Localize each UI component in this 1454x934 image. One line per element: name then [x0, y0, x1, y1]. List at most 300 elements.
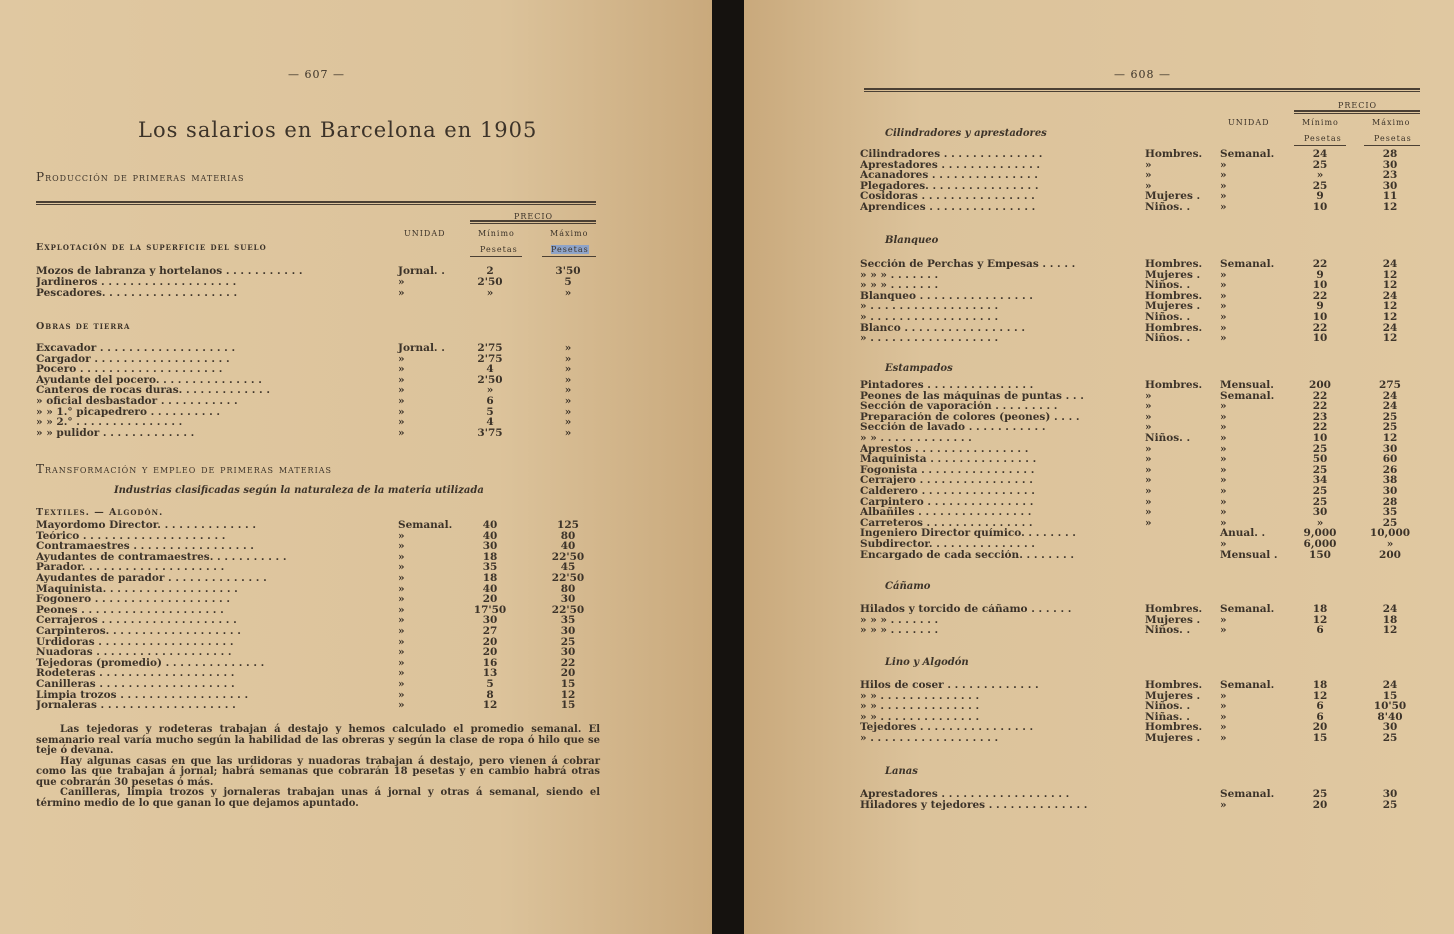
row-min: 10: [1312, 201, 1328, 213]
row-min: 5: [486, 678, 494, 690]
row-label: » . . . . . . . . . . . . . . . . . .: [860, 301, 999, 313]
row-sex: Mujeres .: [1145, 732, 1201, 744]
row-max: 125: [557, 519, 579, 531]
row-max: »: [564, 405, 572, 418]
row-min: 23: [1312, 410, 1328, 423]
row-sex: Niños. .: [1145, 311, 1191, 323]
row-label: Canteros de rocas duras. . . . . . . . . . . . .: [36, 385, 271, 397]
row-label: Mayordomo Director. . . . . . . . . . . . . .: [36, 520, 256, 531]
row-unit: Semanal.: [1220, 389, 1275, 402]
table-row: [36, 266, 596, 277]
table-row: [860, 444, 1420, 455]
row-unit: »: [398, 603, 405, 616]
row-label: Ingeniero Director químico. . . . . . . .: [860, 528, 1076, 540]
row-max: 25: [1382, 410, 1398, 423]
row-label: Peones . . . . . . . . . . . . . . . . . . . .: [36, 604, 224, 616]
row-unit: »: [1220, 624, 1227, 637]
row-label: Blanqueo . . . . . . . . . . . . . . . .: [860, 290, 1033, 302]
row-max: 24: [1382, 289, 1398, 302]
row-unit: »: [1220, 710, 1227, 723]
table-row: [860, 433, 1420, 444]
row-min: »: [486, 384, 494, 397]
row-unit: »: [1220, 732, 1227, 744]
row-unit: »: [1220, 332, 1227, 345]
group-title: Lino y Algodón: [885, 657, 969, 668]
row-sex: »: [1145, 158, 1152, 171]
row-min: 18: [1312, 679, 1328, 691]
row-min: 3'75: [477, 426, 503, 439]
note-2: Hay algunas casas en que las urdidoras y nuadoras trabajan á destajo, pero vienen á cobrar como las que trabajan á jornal; habrá semanas que cobrarán 18 pesetas y en cambio habrá otras que cobrarán 30 pesetas ó más.: [36, 755, 600, 788]
row-label: » » » . . . . . . .: [860, 280, 939, 292]
row-sex: Mujeres .: [1145, 268, 1201, 281]
row-min: 25: [1312, 788, 1328, 800]
row-sex: Hombres.: [1145, 321, 1203, 334]
row-max: 12: [1382, 300, 1398, 313]
row-max: 38: [1382, 474, 1398, 487]
row-min: 22: [1312, 389, 1328, 402]
table-row: [860, 550, 1420, 561]
row-unit: »: [1220, 179, 1227, 192]
row-max: 35: [1382, 506, 1398, 519]
row-sex: »: [1145, 169, 1152, 182]
table-row: [860, 291, 1420, 302]
row-label: » oficial desbastador . . . . . . . . . . .: [36, 396, 238, 407]
row-label: Cilindradores . . . . . . . . . . . . . .: [860, 149, 1043, 160]
row-sex: Niños. .: [1145, 332, 1191, 345]
table-row: [860, 259, 1420, 270]
row-sex: Mujeres .: [1145, 190, 1201, 203]
row-unit: Jornal. .: [398, 265, 445, 277]
row-unit: »: [398, 416, 405, 429]
row-label: Albañiles . . . . . . . . . . . . . . . .: [860, 507, 1032, 519]
row-max: 200: [1379, 548, 1401, 561]
row-label: Calderero . . . . . . . . . . . . . . . .: [860, 486, 1035, 497]
row-label: Jornaleras . . . . . . . . . . . . . . . . . . .: [36, 700, 236, 712]
row-label: Aprestadores . . . . . . . . . . . . . . . . . .: [860, 789, 1070, 800]
row-label: » . . . . . . . . . . . . . . . . . .: [860, 312, 999, 323]
row-min: 6: [486, 395, 494, 407]
left-page: [0, 0, 712, 934]
row-sex: Niños. .: [1145, 700, 1191, 713]
rule: [864, 88, 1420, 92]
row-unit: »: [398, 529, 405, 542]
table-row: [36, 343, 596, 354]
row-unit: Semanal.: [1220, 603, 1275, 615]
row-sex: Hombres.: [1145, 679, 1203, 691]
row-unit: Mensual.: [1220, 379, 1274, 391]
table-row: [36, 584, 596, 595]
row-min: 30: [482, 614, 498, 627]
row-label: Cerrajero . . . . . . . . . . . . . . . .: [860, 475, 1033, 487]
rule: [1294, 110, 1420, 114]
row-max: 10'50: [1373, 700, 1407, 713]
table-row: [860, 380, 1420, 391]
row-max: 25: [1382, 732, 1398, 744]
table-row: [860, 160, 1420, 171]
row-max: 18: [1382, 613, 1398, 626]
table-row: [860, 518, 1420, 529]
row-label: Aprestadores . . . . . . . . . . . . . .: [860, 159, 1041, 171]
row-unit: »: [398, 582, 405, 595]
table-row: [36, 626, 596, 637]
row-max: 11: [1382, 190, 1398, 203]
row-unit: »: [1220, 474, 1227, 487]
row-min: 10: [1312, 332, 1328, 345]
row-label: Hilados y torcido de cáñamo . . . . . .: [860, 604, 1072, 615]
row-unit: »: [1220, 279, 1227, 292]
row-sex: Niños. .: [1145, 279, 1191, 292]
row-max: 25: [1382, 421, 1398, 434]
table-row: [860, 475, 1420, 486]
rule: [1294, 145, 1346, 146]
row-min: 9,000: [1303, 527, 1337, 540]
row-sex: »: [1145, 410, 1152, 423]
row-max: 30: [560, 625, 576, 637]
row-min: 35: [482, 561, 498, 574]
row-label: » » . . . . . . . . . . . . . .: [860, 711, 980, 723]
right-page: [744, 0, 1454, 934]
unidad-label: UNIDAD: [1228, 118, 1270, 127]
row-max: 30: [560, 593, 576, 606]
row-max: 24: [1382, 389, 1398, 402]
row-min: 5: [486, 405, 494, 418]
row-max: 30: [1382, 485, 1398, 497]
table-row: [36, 428, 596, 439]
minimo-label: Mínimo: [478, 229, 515, 238]
table-row: [860, 323, 1420, 334]
row-label: Sección de Perchas y Empesas . . . . .: [860, 259, 1076, 270]
row-min: 50: [1312, 453, 1328, 466]
table-row: [36, 679, 596, 690]
row-max: 22'50: [551, 550, 585, 563]
row-min: 34: [1312, 474, 1328, 487]
row-max: »: [1386, 538, 1394, 550]
row-sex: »: [1145, 442, 1152, 455]
group-title: Blanqueo: [885, 235, 939, 246]
row-min: 12: [482, 699, 498, 712]
row-min: 2'75: [477, 342, 503, 354]
row-max: 30: [1382, 721, 1398, 734]
row-label: Subdirector. . . . . . . . . . . . . . .: [860, 539, 1035, 550]
pesetas-label: Pesetas: [1304, 134, 1342, 143]
row-min: 18: [482, 572, 498, 584]
row-max: 12: [1382, 201, 1398, 213]
table-row: [36, 668, 596, 679]
table-row: [36, 407, 596, 418]
row-max: 35: [560, 614, 576, 627]
row-unit: »: [398, 276, 405, 288]
page-number: — 608 —: [1114, 68, 1171, 81]
table-row: [36, 647, 596, 658]
group-title: Lanas: [885, 766, 918, 777]
row-min: 10: [1312, 311, 1328, 323]
row-min: 20: [1312, 721, 1328, 734]
row-unit: »: [398, 395, 405, 407]
row-max: 30: [1382, 788, 1398, 800]
row-label: Excavador . . . . . . . . . . . . . . . . . . .: [36, 343, 236, 354]
row-unit: »: [1220, 300, 1227, 313]
row-max: »: [564, 352, 572, 365]
group-title: Cáñamo: [885, 581, 931, 592]
row-unit: »: [1220, 538, 1227, 550]
row-min: 9: [1316, 190, 1324, 203]
row-label: Plegadores. . . . . . . . . . . . . . . .: [860, 180, 1039, 192]
precio-label: PRECIO: [1338, 101, 1378, 110]
row-sex: Niñas. .: [1145, 710, 1190, 723]
table-row: [36, 364, 596, 375]
pesetas-label: Pesetas: [551, 245, 589, 254]
row-min: 13: [482, 667, 498, 680]
table-row: [860, 722, 1420, 733]
table-row: [36, 605, 596, 616]
row-min: 25: [1312, 179, 1328, 192]
row-max: 24: [1382, 679, 1398, 691]
row-label: » » . . . . . . . . . . . . . .: [860, 690, 980, 702]
table-row: [36, 690, 596, 701]
row-min: 12: [1312, 689, 1328, 702]
group-title: Cilindradores y aprestadores: [885, 128, 1047, 139]
row-label: » » » . . . . . . .: [860, 614, 939, 626]
row-max: 30: [1382, 179, 1398, 192]
row-label: » . . . . . . . . . . . . . . . . . .: [860, 333, 999, 345]
row-unit: Semanal.: [1220, 788, 1275, 800]
row-min: 40: [482, 519, 498, 531]
row-unit: »: [1220, 158, 1227, 171]
row-label: Ayudantes de contramaestres. . . . . . . . . . .: [36, 551, 287, 563]
row-unit: »: [398, 699, 405, 712]
heading-transformacion: Transformación y empleo de primeras materias: [36, 462, 332, 476]
row-sex: »: [1145, 516, 1152, 529]
row-min: 40: [482, 582, 498, 595]
row-label: Nuadoras . . . . . . . . . . . . . . . . . . .: [36, 647, 232, 659]
row-label: Peones de las máquinas de puntas . . .: [860, 390, 1084, 402]
row-label: Carpintero . . . . . . . . . . . . . . .: [860, 496, 1034, 508]
row-label: Aprestos . . . . . . . . . . . . . . . .: [860, 443, 1029, 455]
row-unit: Jornal. .: [398, 342, 445, 354]
row-unit: »: [1220, 463, 1227, 476]
row-min: 6: [1316, 710, 1324, 723]
row-unit: »: [1220, 495, 1227, 508]
row-unit: »: [398, 352, 405, 365]
row-min: 10: [1312, 279, 1328, 292]
table-row: [860, 270, 1420, 281]
pesetas-label: Pesetas: [1374, 134, 1412, 143]
row-unit: Semanal.: [1220, 258, 1275, 270]
rule: [470, 220, 596, 224]
row-min: 2'50: [477, 276, 503, 288]
row-max: 40: [560, 540, 576, 553]
row-max: 275: [1379, 379, 1401, 391]
row-unit: »: [398, 540, 405, 553]
row-max: 12: [1382, 268, 1398, 281]
table-row: [860, 486, 1420, 497]
row-max: 23: [1382, 169, 1398, 182]
row-min: 20: [1312, 798, 1328, 811]
row-min: 22: [1312, 321, 1328, 334]
row-max: 30: [1382, 442, 1398, 455]
row-min: 30: [482, 540, 498, 553]
row-label: » . . . . . . . . . . . . . . . . . .: [860, 733, 999, 744]
row-min: 8: [486, 688, 494, 701]
table-row: [860, 604, 1420, 615]
maximo-label: Máximo: [550, 229, 589, 238]
row-max: 20: [560, 667, 576, 680]
row-sex: »: [1145, 495, 1152, 508]
row-unit: »: [398, 646, 405, 659]
rule: [36, 201, 596, 205]
table-row: [36, 417, 596, 428]
row-sex: Hombres.: [1145, 603, 1203, 615]
table-row: [860, 301, 1420, 312]
row-min: 20: [482, 635, 498, 648]
row-max: 80: [560, 529, 576, 542]
row-label: Fogonista . . . . . . . . . . . . . . . .: [860, 464, 1035, 476]
row-min: 18: [482, 550, 498, 563]
row-min: 2: [486, 265, 494, 277]
row-sex: Hombres.: [1145, 148, 1203, 160]
page-title: Los salarios en Barcelona en 1905: [138, 118, 538, 142]
row-sex: Niños. .: [1145, 201, 1191, 213]
table-row: [860, 391, 1420, 402]
row-label: Urdidoras . . . . . . . . . . . . . . . . . . .: [36, 636, 234, 648]
table-row: [860, 149, 1420, 160]
row-max: 24: [1382, 258, 1398, 270]
row-unit: »: [1220, 613, 1227, 626]
row-label: » » 2.° . . . . . . . . . . . . . . .: [36, 417, 183, 429]
row-max: 12: [560, 688, 576, 701]
table-row: [860, 625, 1420, 636]
row-unit: »: [1220, 442, 1227, 455]
row-min: 25: [1312, 158, 1328, 171]
row-max: 12: [1382, 332, 1398, 345]
row-min: 22: [1312, 289, 1328, 302]
maximo-label: Máximo: [1372, 118, 1411, 127]
row-min: »: [1316, 516, 1324, 529]
row-min: 25: [1312, 463, 1328, 476]
row-max: 30: [560, 646, 576, 659]
row-unit: »: [1220, 432, 1227, 444]
table-row: [36, 541, 596, 552]
row-label: Tejedoras (promedio) . . . . . . . . . . . . . .: [36, 657, 265, 669]
row-unit: »: [398, 635, 405, 648]
table-row: [860, 401, 1420, 412]
table-row: [860, 528, 1420, 539]
row-max: »: [564, 373, 572, 386]
row-max: 25: [560, 635, 576, 648]
row-label: Limpia trozos . . . . . . . . . . . . . . . . . .: [36, 689, 249, 701]
row-min: 15: [1312, 732, 1328, 744]
row-label: Aprendices . . . . . . . . . . . . . . .: [860, 202, 1036, 213]
row-min: 10: [1312, 432, 1328, 444]
row-max: »: [564, 287, 572, 299]
row-min: 9: [1316, 268, 1324, 281]
row-label: Jardineros . . . . . . . . . . . . . . . . . . .: [36, 277, 237, 288]
row-sex: »: [1145, 485, 1152, 497]
row-unit: »: [1220, 311, 1227, 323]
row-unit: »: [1220, 190, 1227, 203]
row-min: 17'50: [473, 603, 507, 616]
row-unit: »: [1220, 321, 1227, 334]
table-row: [860, 333, 1420, 344]
row-unit: »: [398, 384, 405, 397]
row-unit: »: [398, 593, 405, 606]
row-label: Teórico . . . . . . . . . . . . . . . . . . . .: [36, 530, 226, 542]
row-label: Tejedores . . . . . . . . . . . . . . . .: [860, 722, 1034, 734]
row-max: »: [564, 426, 572, 439]
note-1: Las tejedoras y rodeteras trabajan á destajo y hemos calculado el promedio semanal. El semanario real varía mucho según la habilidad de las obreras y según la clase de ropa ó hilo que se teje ó devana.: [36, 724, 600, 756]
unidad-label: UNIDAD: [404, 229, 446, 238]
table-row: [36, 552, 596, 563]
row-min: 22: [1312, 258, 1328, 270]
row-unit: »: [398, 656, 405, 669]
table-row: [36, 385, 596, 396]
row-label: » » » . . . . . . .: [860, 625, 939, 637]
row-unit: »: [1220, 289, 1227, 302]
row-unit: »: [1220, 453, 1227, 466]
row-label: Hiladores y tejedores . . . . . . . . . . . . . .: [860, 799, 1088, 811]
row-unit: »: [1220, 400, 1227, 413]
row-unit: »: [398, 550, 405, 563]
table-row: [36, 396, 596, 407]
table-row: [36, 700, 596, 711]
row-min: 27: [482, 625, 498, 637]
row-min: 20: [482, 646, 498, 659]
row-label: Preparación de colores (peones) . . . .: [860, 411, 1080, 423]
table-row: [36, 288, 596, 299]
row-sex: »: [1145, 421, 1152, 434]
row-min: 18: [1312, 603, 1328, 615]
row-min: 22: [1312, 400, 1328, 413]
row-sex: Hombres.: [1145, 379, 1203, 391]
row-unit: »: [398, 688, 405, 701]
row-max: 12: [1382, 279, 1398, 292]
section-title: Textiles. — Algodón.: [36, 507, 164, 518]
row-unit: »: [398, 363, 405, 376]
row-min: 25: [1312, 495, 1328, 508]
table-row: [860, 701, 1420, 712]
row-unit: »: [1220, 700, 1227, 713]
row-min: »: [1316, 169, 1324, 182]
row-label: Maquinista. . . . . . . . . . . . . . . . . . .: [36, 583, 238, 595]
row-label: Cosidoras . . . . . . . . . . . . . . . .: [860, 191, 1035, 203]
row-label: » » . . . . . . . . . . . . .: [860, 433, 972, 444]
row-unit: »: [398, 625, 405, 637]
row-max: 25: [1382, 798, 1398, 811]
section-title: Explotación de la superficie del suelo: [36, 242, 267, 253]
table-row: [860, 691, 1420, 702]
row-label: Pocero . . . . . . . . . . . . . . . . . . . .: [36, 364, 223, 376]
row-min: 4: [486, 363, 494, 376]
table-row: [860, 733, 1420, 744]
row-max: »: [564, 416, 572, 429]
row-label: Ayudante del pocero. . . . . . . . . . . . . . .: [36, 374, 262, 386]
table-row: [860, 412, 1420, 423]
row-unit: »: [398, 614, 405, 627]
row-sex: Hombres.: [1145, 258, 1203, 270]
row-min: 12: [1312, 613, 1328, 626]
table-row: [860, 615, 1420, 626]
row-max: 10,000: [1369, 527, 1411, 540]
table-row: [860, 280, 1420, 291]
row-min: 6: [1316, 624, 1324, 637]
table-row: [860, 202, 1420, 213]
row-max: 22'50: [551, 603, 585, 616]
row-min: 150: [1309, 548, 1331, 561]
row-unit: »: [1220, 516, 1227, 529]
row-sex: »: [1145, 389, 1152, 402]
row-unit: »: [1220, 506, 1227, 519]
table-row: [36, 354, 596, 365]
